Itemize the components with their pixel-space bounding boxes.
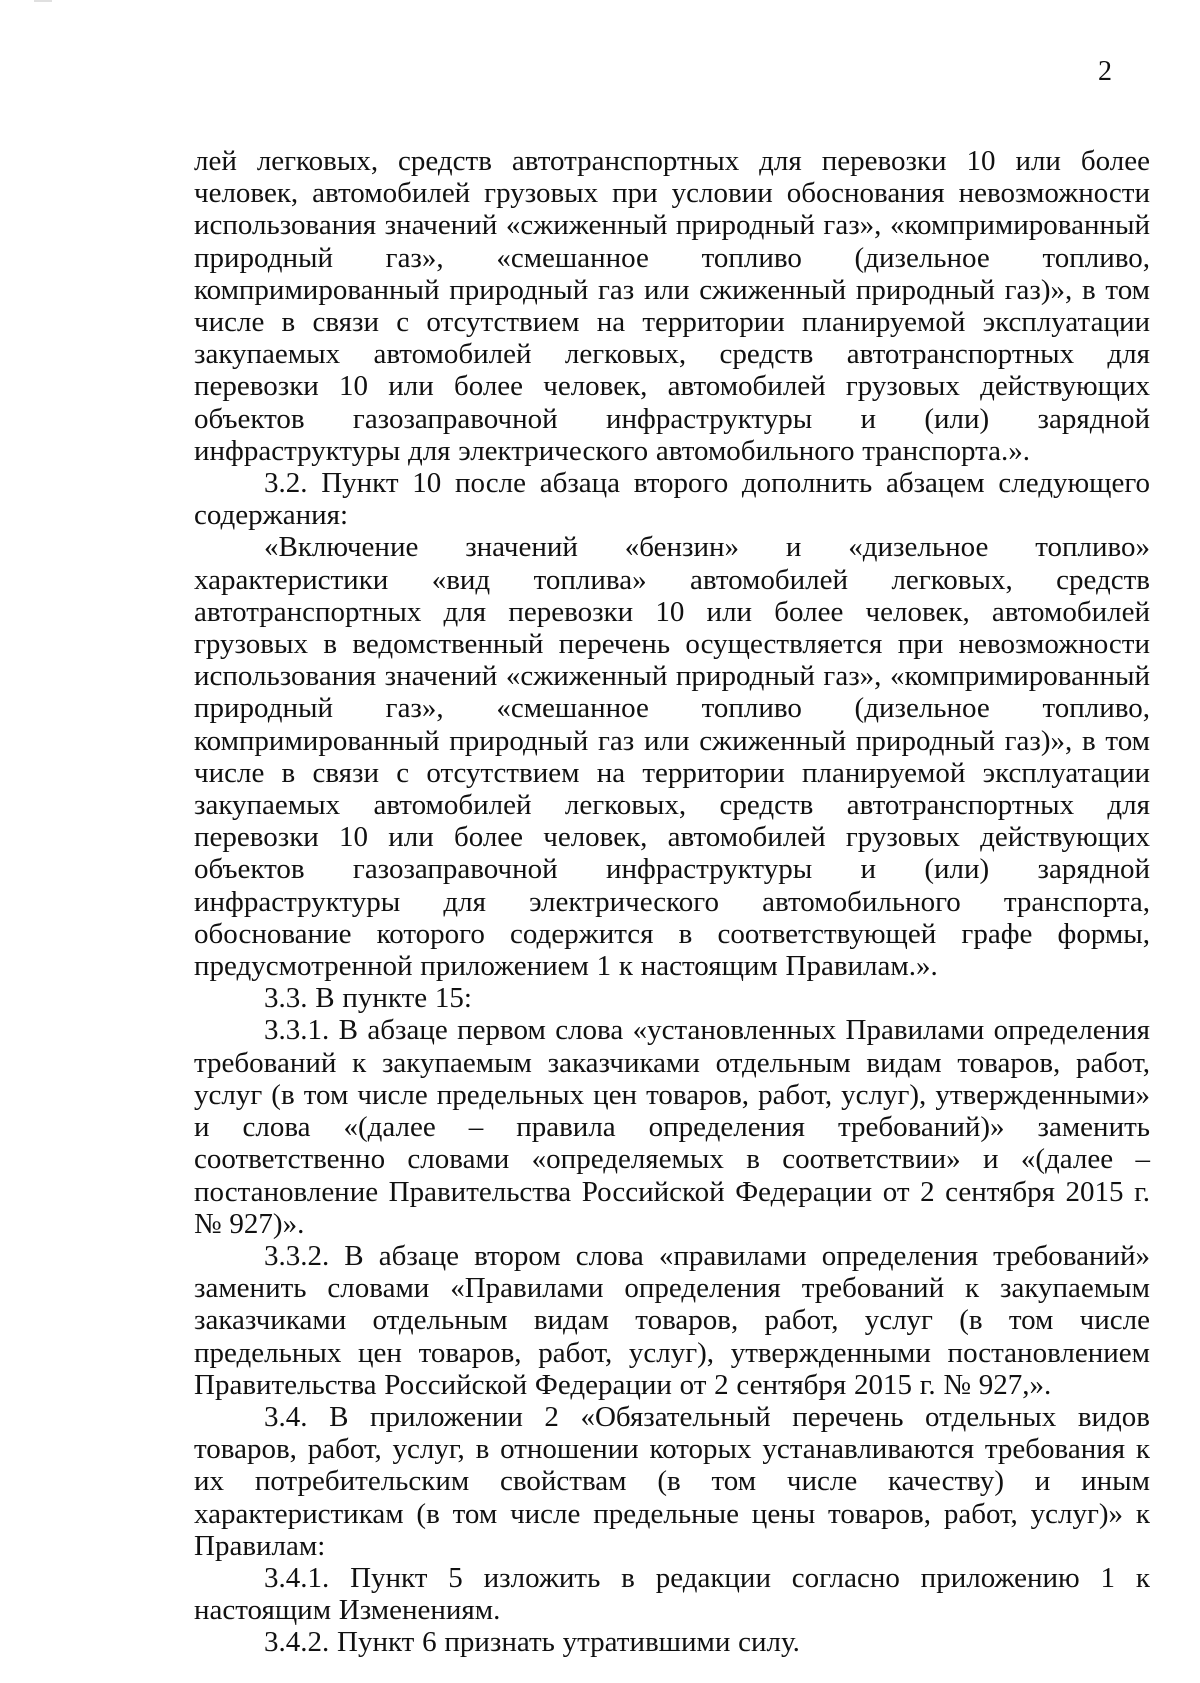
paragraph-3-4-1: 3.4.1. Пункт 5 изложить в редакции согласно приложению 1 к настоящим Изменениям. <box>194 1561 1150 1627</box>
paragraph-3-3: 3.3. В пункте 15: <box>264 982 472 1015</box>
paragraph-3-4: 3.4. В приложении 2 «Обязательный перечень отдельных видов товаров, работ, услуг, в отношении которых устанавливаются требования к их потребительским свойствам (в том числе качеству) и иным характеристикам (в том числе предельные цены товаров, работ, услуг)» к Правилам: <box>194 1400 1150 1562</box>
page-number: 2 <box>1098 56 1112 87</box>
document-body <box>194 145 1150 1659</box>
paragraph-3-4-2: 3.4.2. Пункт 6 признать утратившими силу. <box>264 1626 800 1659</box>
paragraph-3-3-1: 3.3.1. В абзаце первом слова «установленных Правилами определения требований к закупаемым заказчиками отдельным видам товаров, работ, услуг (в том числе предельных цен товаров, работ, услуг), утвержденными» и слова «(далее – правила определения требований)» заменить соответственно словами «определяемых в соответствии» и «(далее – постановление Правительства Российской Федерации от 2 сентября 2015 г. № 927)». <box>194 1014 1150 1240</box>
paragraph-continuation: лей легковых, средств автотранспортных для перевозки 10 или более человек, автомобилей грузовых при условии обоснования невозможности использования значений «сжиженный природный газ», «компримированный природный газ», «смешанное топливо (дизельное топливо, компримированный природный газ или сжиженный природный газ)», в том числе в связи с отсутствием на территории планируемой эксплуатации закупаемых автомобилей легковых, средств автотранспортных для перевозки 10 или более человек, автомобилей грузовых действующих объектов газозаправочной инфраструктуры и (или) зарядной инфраструктуры для электрического автомобильного транспорта.». <box>194 145 1150 467</box>
paragraph-3-2: 3.2. Пункт 10 после абзаца второго дополнить абзацем следующего содержания: <box>194 467 1150 532</box>
paragraph-3-3-2: 3.3.2. В абзаце втором слова «правилами определения требований» заменить словами «Правилами определения требований к закупаемым заказчиками отдельным видам товаров, работ, услуг (в том числе предельных цен товаров, работ, услуг), утвержденными постановлением Правительства Российской Федерации от 2 сентября 2015 г. № 927,». <box>194 1239 1150 1401</box>
paragraph-quoted-inclusion: «Включение значений «бензин» и «дизельное топливо» характеристики «вид топлива» автомобилей легковых, средств автотранспортных для перевозки 10 или более человек, автомобилей грузовых в ведомственный перечень осуществляется при невозможности использования значений «сжиженный природный газ», «компримированный природный газ», «смешанное топливо (дизельное топливо, компримированный природный газ или сжиженный природный газ)», в том числе в связи с отсутствием на территории планируемой эксплуатации закупаемых автомобилей легковых, средств автотранспортных для перевозки 10 или более человек, автомобилей грузовых действующих объектов газозаправочной инфраструктуры и (или) зарядной инфраструктуры для электрического автомобильного транспорта, обоснование которого содержится в соответствующей графе формы, предусмотренной приложением 1 к настоящим Правилам.». <box>194 531 1150 983</box>
scan-artifact <box>34 0 52 8</box>
